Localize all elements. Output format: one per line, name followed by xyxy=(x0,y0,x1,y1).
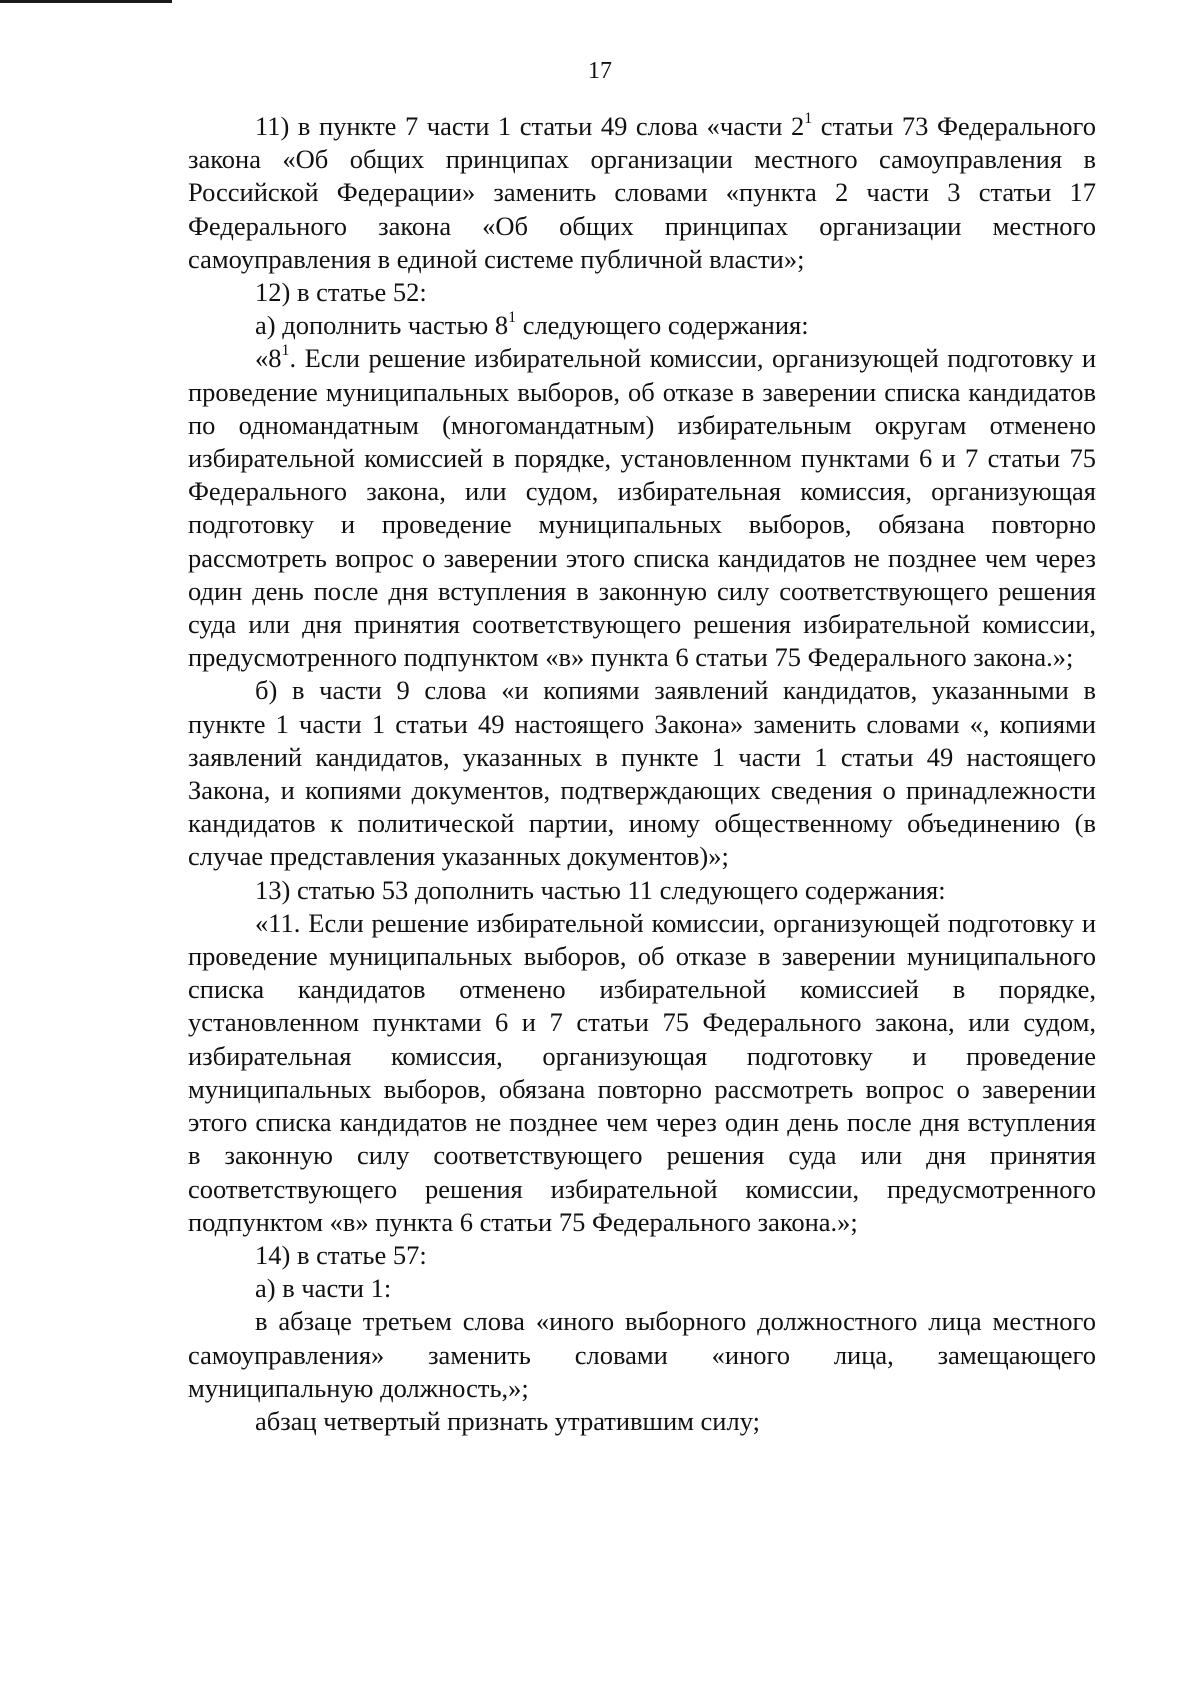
top-left-rule xyxy=(0,0,172,3)
paragraph-part-11: «11. Если решение избирательной комиссии, организующей подготовку и проведение муниципальных выборов, об отказе в заверении муниципального списка кандидатов отменено избирательной комиссией в порядке, установленном пунктами 6 и 7 статьи 75 Федерального закона, или судом, избирательная комиссия, организующая подготовку и проведение муниципальных выборов, обязана повторно рассмотреть вопрос о заверении этого списка кандидатов не позднее чем через один день после дня вступления в законную силу соответствующего решения суда или дня принятия соответствующего решения избирательной комиссии, предусмотренного подпунктом «в» пункта 6 статьи 75 Федерального закона.»; xyxy=(188,907,1096,1237)
paragraph-item-13: 13) статью 53 дополнить частью 11 следующего содержания: xyxy=(255,874,946,905)
paragraph-item-12: 12) в статье 52: xyxy=(255,277,427,308)
paragraph-subitem-a: а) дополнить частью $8^1$ следующего содержания: xyxy=(255,309,809,341)
document-body xyxy=(188,110,1096,1438)
paragraph-subitem-b: б) в части 9 слова «и копиями заявлений кандидатов, указанными в пункте 1 части 1 статьи 49 настоящего Закона» заменить словами «, копиями заявлений кандидатов, указанных в пункте 1 части 1 статьи 49 настоящего Закона, и копиями документов, подтверждающих сведения о принадлежности кандидатов к политической партии, иному общественному объединению (в случае представления указанных документов)»; xyxy=(188,675,1096,872)
paragraph-item-11: 11) в пункте 7 части 1 статьи 49 слова «части $2^1$ статьи 73 Федерального закона «Об общих принципах организации местного самоуправления в Российской Федерации» заменить словами «пункта 2 части 3 статьи 17 Федерального закона «Об общих принципах организации местного самоуправления в единой системе публичной власти»; xyxy=(188,110,1096,274)
paragraph-third-abzac: в абзаце третьем слова «иного выборного должностного лица местного самоуправления» заменить словами «иного лица, замещающего муниципальную должность,»; xyxy=(188,1306,1096,1403)
paragraph-fourth-abzac: абзац четвертый признать утратившим силу; xyxy=(255,1405,760,1436)
paragraph-part-8-1: «$8^1$. Если решение избирательной комиссии, организующей подготовку и проведение муниципальных выборов, об отказе в заверении списка кандидатов по одномандатным (многомандатным) избирательным округам отменено избирательной комиссией в порядке, установленном пунктами 6 и 7 статьи 75 Федерального закона, или судом, избирательная комиссия, организующая подготовку и проведение муниципальных выборов, обязана повторно рассмотреть вопрос о заверении этого списка кандидатов не позднее чем через один день после дня вступления в законную силу соответствующего решения суда или дня принятия соответствующего решения избирательной комиссии, предусмотренного подпунктом «в» пункта 6 статьи 75 Федерального закона.»; xyxy=(188,342,1096,673)
paragraph-item-14: 14) в статье 57: xyxy=(255,1239,427,1270)
superscript: 1 xyxy=(804,110,813,128)
superscript: 1 xyxy=(508,309,517,327)
paragraph-subitem-a-part-1: а) в части 1: xyxy=(255,1273,392,1304)
page-number: 17 xyxy=(588,58,612,84)
superscript: 1 xyxy=(281,342,290,360)
